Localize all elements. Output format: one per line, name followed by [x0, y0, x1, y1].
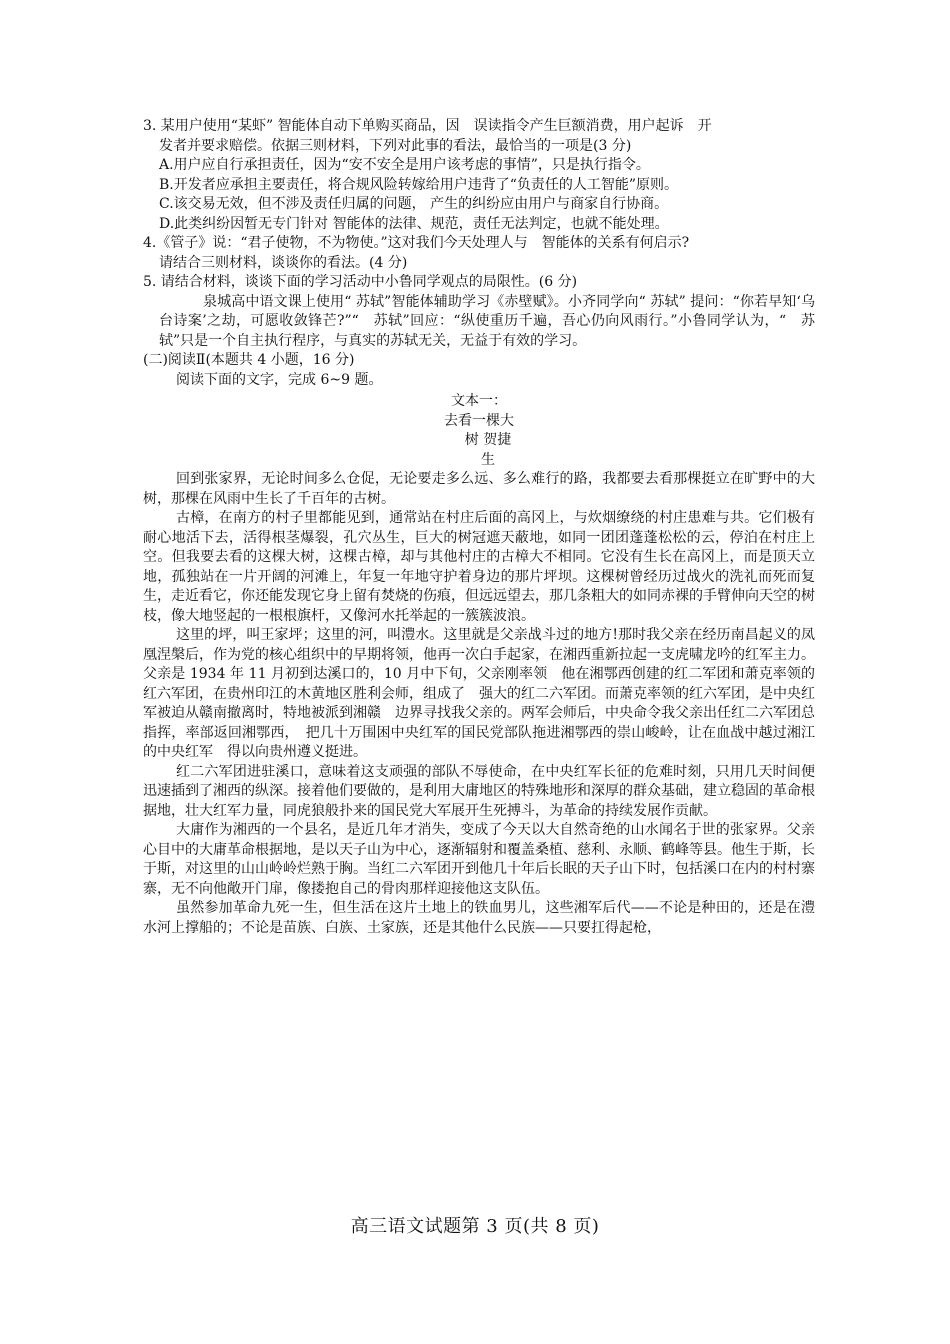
exam-page	[143, 117, 815, 938]
page-footer: 高三语文试题第 3 页(共 8 页)	[350, 1216, 600, 1237]
article-title-author: 树 贺捷	[464, 432, 512, 448]
article-paragraph: 这里的坪，叫王家坪；这里的河，叫澧水。这里就是父亲战斗过的地方!那时我父亲在经历南昌起义的凤凰涅槃后，作为党的核心组织中的早期将领，他再一次白手起家，在湘西重新拉起一支虎啸龙吟的红军主力。父亲是 1934 年 11 月初到达溪口的，10 月中下旬，父亲刚率领 他在湘鄂西创建的红二军团和萧克率领的红六军团，在贵州印江的木黄地区胜利会师，组成了 强大的红二六军团。而萧克率领的红六军团，是中央红军被迫从赣南撤离时，特地被派到湘赣 边界寻找我父亲的。两军会师后，中央命令我父亲出任红二六军团总指挥，率部返回湘鄂西， 把几十万围困中央红军的国民党部队拖进湘鄂西的崇山峻岭，让在血战中越过湘江的中央红军 得以向贵州遵义挺进。	[143, 627, 815, 760]
article-paragraph: 红二六军团进驻溪口，意味着这支顽强的部队不辱使命，在中央红军长征的危难时刻，只用几天时间便迅速插到了湘西的纵深。接着他们要做的，是利用大庸地区的特殊地形和深厚的群众基础，建立稳固的革命根据地，壮大红军力量，同虎狼般扑来的国民党大军展开生死搏斗，为革命的持续发展作贡献。	[143, 763, 815, 819]
question-5-stem: 5. 请结合材料，谈谈下面的学习活动中小鲁同学观点的局限性。(6 分)	[143, 274, 578, 290]
article-paragraph: 虽然参加革命九死一生，但生活在这片土地上的铁血男儿，这些湘军后代——不论是种田的，还是在澧水河上撑船的；不论是苗族、白族、土家族，还是其他什么民族——只要扛得起枪，	[143, 900, 815, 936]
question-4	[143, 234, 815, 273]
question-3-option-a: A.用户应自行承担责任，因为“安不安全是用户该考虑的事情”，只是执行指令。	[159, 157, 650, 173]
question-3-stem: 3. 某用户使用“某虾” 智能体自动下单购买商品，因 误读指令产生巨额消费，用户起诉 开	[143, 118, 712, 134]
question-5	[143, 273, 815, 351]
question-3-option-c: C.该交易无效，但不涉及责任归属的问题， 产生的纠纷应由用户与商家自行协商。	[159, 196, 669, 212]
question-4-stem: 4.《管子》说：“君子使物，不为物使。”这对我们今天处理人与 智能体的关系有何启示?	[143, 235, 690, 251]
article-header	[143, 392, 815, 470]
section-instruction: 阅读下面的文字，完成 6~9 题。	[176, 371, 383, 388]
article-paragraph: 古樟，在南方的村子里都能见到，通常站在村庄后面的高冈上，与炊烟缭绕的村庄患难与共。它们极有耐心地活下去，活得根茎爆裂，孔穴丛生，巨大的树冠遮天蔽地，如同一团团蓬蓬松松的云，停泊在村庄上空。但我要去看的这棵大树，这棵古樟，却与其他村庄的古樟大不相同。它没有生长在高冈上，而是顶天立地，孤独站在一片开阔的河滩上，年复一年地守护着身边的那片坪坝。这棵树曾经历过战火的洗礼而死而复生，走近看它，你还能发现它身上留有焚烧的伤痕，但远远望去，那几条粗大的如同赤裸的手臂伸向天空的树枝，像大地竖起的一根根旗杆，又像河水托举起的一簇簇波浪。	[143, 510, 815, 624]
article-label: 文本一：	[451, 393, 507, 409]
question-4-stem-cont: 请结合三则材料，谈谈你的看法。(4 分)	[159, 254, 408, 271]
question-3-option-b: B.开发者应承担主要责任，将合规风险转嫁给用户违背了“负责任的人工智能”原则。	[159, 176, 679, 193]
question-5-scenario: 泉城高中语文课上使用“ 苏轼”智能体辅助学习《赤壁赋》。小齐同学向“ 苏轼” 提问：“你若早知‘乌台诗案’之劫，可愿收敛锋芒?”“ 苏轼”回应：“纵使重历千遍，吾心仍向风雨行。”小鲁同学认为，“ 苏轼”只是一个自主执行程序，与真实的苏轼无关，无益于有效的学习。	[159, 293, 815, 349]
section-heading: (二)阅读Ⅱ(本题共 4 小题，16 分)	[143, 352, 355, 368]
article-author-end: 生	[481, 451, 495, 468]
question-3-option-d: D.此类纠纷因暂无专门针对 智能体的法律、规范，责任无法判定，也就不能处理。	[159, 215, 669, 232]
question-3	[143, 117, 815, 234]
article-paragraph: 大庸作为湘西的一个县名，是近几年才消失，变成了今天以大自然奇绝的山水闻名于世的张家界。父亲心目中的大庸革命根据地，是以天子山为中心，逐渐辐射和覆盖桑植、慈利、永顺、鹤峰等县。他生于斯，长于斯，对这里的山山岭岭烂熟于胸。当红二六军团开到他几十年后长眠的天子山下时，包括溪口在内的村村寨寨，无不向他敞开门扉，像搂抱自己的骨肉那样迎接他这支队伍。	[143, 822, 815, 897]
article-paragraph: 回到张家界，无论时间多么仓促，无论要走多么远、多么难行的路，我都要去看那棵挺立在旷野中的大树，那棵在风雨中生长了千百年的古树。	[143, 471, 815, 507]
article-title: 去看一棵大	[444, 412, 514, 429]
article-body	[143, 470, 815, 938]
question-3-stem-cont: 发者并要求赔偿。依据三则材料，下列对此事的看法，最恰当的一项是(3 分)	[159, 137, 632, 154]
